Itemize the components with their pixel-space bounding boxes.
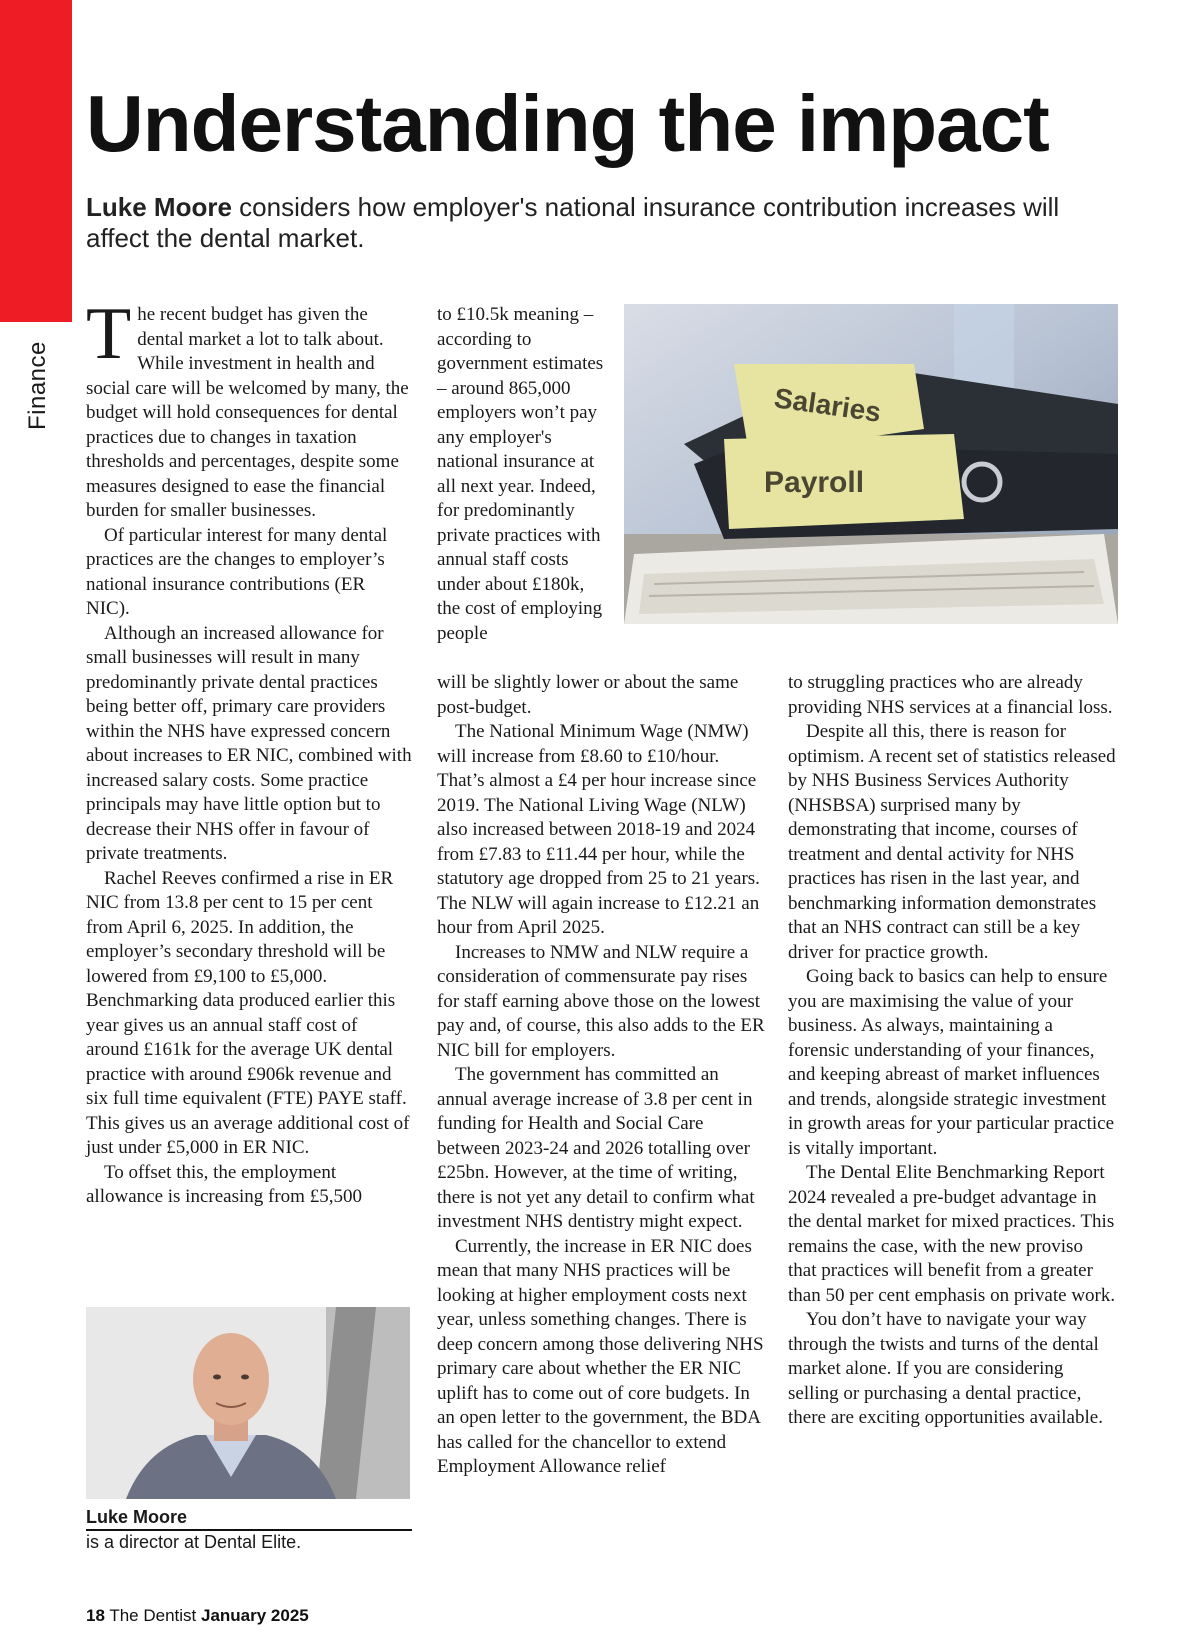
article-column-3 [788,671,1116,1431]
paragraph: To offset this, the employment allowance is increasing from £5,500 [86,1161,362,1207]
drop-cap: T [86,293,132,375]
paragraph: will be slightly lower or about the same post-budget. [437,672,739,718]
caption-name: Luke Moore [86,1506,412,1531]
paragraph: Of particular interest for many dental practices are the changes to employer’s national insurance contributions (ER NIC). [86,524,388,619]
paragraph: to struggling practices who are already providing NHS services at a financial loss. [788,672,1113,718]
standfirst-author: Luke Moore [86,192,232,222]
standfirst-text: considers how employer's national insurance contribution increases will affect the dental market. [86,192,1060,253]
paragraph [86,293,412,524]
paragraph: You don’t have to navigate your way through the twists and turns of the dental market alone. If you are considering selling or purchasing a dental practice, there are exciting opportunities available. [788,1309,1103,1428]
paragraph: Increases to NMW and NLW require a consideration of commensurate pay rises for staff earning above those on the lowest pay and, of course, this also adds to the ER NIC bill for employers. [437,941,765,1061]
paragraph: Rachel Reeves confirmed a rise in ER NIC from 13.8 per cent to 15 per cent from April 6, 2025. In addition, the employer’s secondary threshold will be lowered from £9,100 to £5,000. Benchmarking data produced earlier this year gives us an annual staff cost of around £161k for the average UK dental practice with around £906k revenue and six full time equivalent (FTE) PAYE staff. This gives us an average additional cost of just under £5,000 in ER NIC. [86,867,410,1158]
standfirst [86,192,1106,254]
paragraph: Despite all this, there is reason for optimism. A recent set of statistics released by NHS Business Services Authority (NHSBSA) surprised many by demonstrating that income, courses of treatment and dental activity for NHS practices has risen in the last year, and benchmarking information demonstrates that an NHS contract can still be a key driver for practice growth. [788,721,1116,963]
article-column-2-narrow [437,303,612,646]
paragraph: to £10.5k meaning – according to government estimates – around 865,000 employers won’t pay any employer's national insurance at all next year. Indeed, for predominantly private practices with annual staff costs under about £180k, the cost of employing people [437,304,604,644]
section-color-bar [0,0,72,322]
label-payroll: Payroll [764,466,865,499]
article-column-1 [86,293,412,1210]
issue-date: January 2025 [201,1606,309,1625]
caption-role: is a director at Dental Elite. [86,1532,302,1552]
paragraph: Although an increased allowance for small businesses will result in many predominantly private dental practices being better off, primary care providers within the NHS have expressed concern about increases to ER NIC, combined with increased salary costs. Some practice principals may have little option but to decrease their NHS offer in favour of private treatments. [86,622,412,864]
label-salaries: Salaries [772,382,883,428]
paragraph-text: he recent budget has given the dental market a lot to talk about. While investment in health and social care will be welcomed by many, the budget will hold consequences for dental practices due to changes in taxation thresholds and percentages, despite some measures designed to ease the financial burden for smaller businesses. [86,304,409,521]
author-caption [86,1506,412,1553]
paragraph: The National Minimum Wage (NMW) will increase from £8.60 to £10/hour. That’s almost a £4 per hour increase since 2019. The National Living Wage (NLW) also increased between 2018-19 and 2024 from £7.83 to £11.44 per hour, while the statutory age dropped from 25 to 21 years. The NLW will again increase to £12.21 an hour from April 2025. [437,721,760,938]
headline: Understanding the impact [86,79,1049,168]
binders-photo [624,304,1118,624]
article-column-2 [437,671,768,1480]
page-footer [86,1606,309,1626]
paragraph: The Dental Elite Benchmarking Report 2024 revealed a pre-budget advantage in the dental market for mixed practices. This remains the case, with the new proviso that practices will benefit from a greater than 50 per cent emphasis on private work. [788,1162,1116,1306]
paragraph: Currently, the increase in ER NIC does mean that many NHS practices will be looking at higher employment costs next year, unless something changes. There is deep concern among those delivering NHS primary care about whether the ER NIC uplift has to come out of core budgets. In an open letter to the government, the BDA has called for the chancellor to extend Employment Allowance relief [437,1235,764,1477]
page-number: 18 [86,1606,105,1625]
section-label: Finance [24,341,51,430]
paragraph: The government has committed an annual average increase of 3.8 per cent in funding for Health and Social Care between 2023-24 and 2026 totalling over £25bn. However, at the time of writing, there is not yet any detail to confirm what investment NHS dentistry might expect. [437,1064,755,1232]
paragraph: Going back to basics can help to ensure you are maximising the value of your business. As always, maintaining a forensic understanding of your finances, and keeping abreast of market influences and trends, alongside strategic investment in growth areas for your particular practice is vitally important. [788,966,1115,1159]
publication-name: The Dentist [104,1606,201,1625]
author-portrait [86,1307,410,1499]
